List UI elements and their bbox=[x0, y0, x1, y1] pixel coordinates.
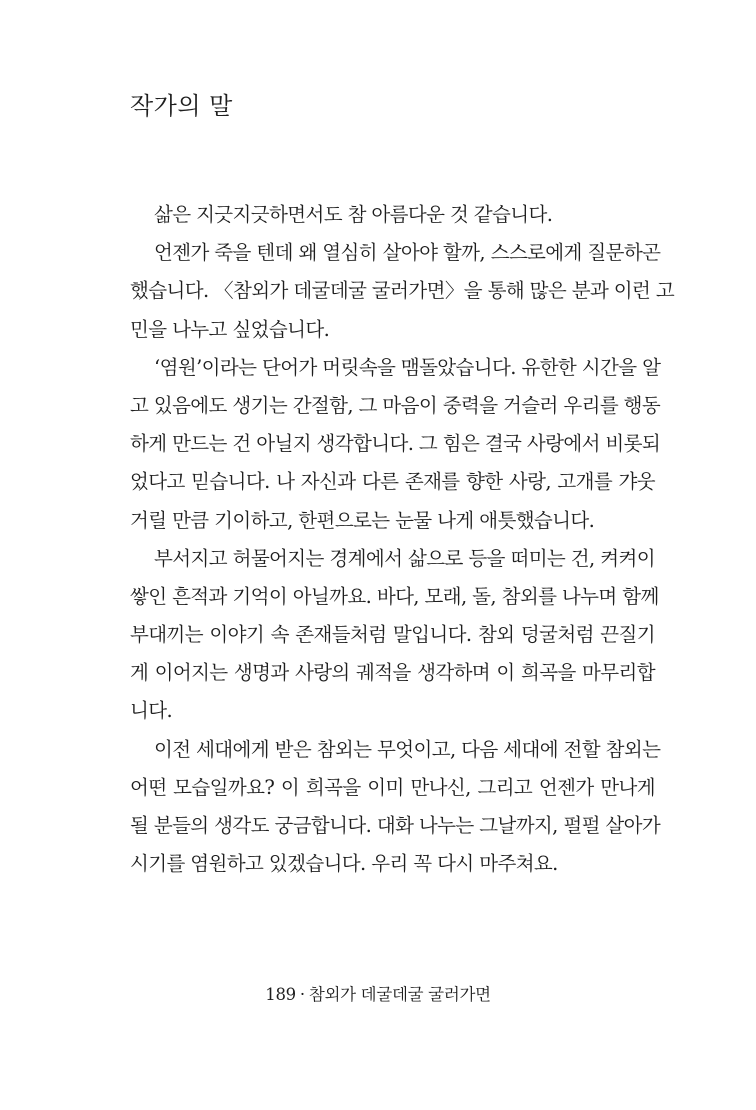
text-line: 었다고 믿습니다. 나 자신과 다른 존재를 향한 사랑, 고개를 갸웃 bbox=[130, 470, 655, 494]
running-title: 참외가 데굴데굴 굴러가면 bbox=[308, 985, 491, 1004]
text-line: 하게 만드는 건 아닐지 생각합니다. 그 힘은 결국 사랑에서 비롯되 bbox=[130, 432, 661, 456]
text-line: 시기를 염원하고 있겠습니다. 우리 꼭 다시 마주쳐요. bbox=[130, 852, 558, 876]
text-line: 게 이어지는 생명과 사랑의 궤적을 생각하며 이 희곡을 마무리합 bbox=[130, 661, 655, 685]
text-line: 쌓인 흔적과 기억이 아닐까요. 바다, 모래, 돌, 참외를 나누며 함께 bbox=[130, 584, 659, 608]
footer-separator: · bbox=[299, 985, 305, 1004]
text-line: ‘염원’이라는 단어가 머릿속을 맴돌았습니다. 유한한 시간을 알 bbox=[154, 355, 661, 379]
text-line: 부서지고 허물어지는 경계에서 삶으로 등을 떠미는 건, 켜켜이 bbox=[154, 546, 655, 570]
essay-body bbox=[130, 196, 675, 883]
text-line: 이전 세대에게 받은 참외는 무엇이고, 다음 세대에 전할 참외는 bbox=[154, 737, 661, 761]
text-line: 했습니다. 〈참외가 데굴데굴 굴러가면〉을 통해 많은 분과 이런 고 bbox=[130, 279, 675, 303]
text-line: 민을 나누고 싶었습니다. bbox=[130, 317, 330, 341]
text-line: 언젠가 죽을 텐데 왜 열심히 살아야 할까, 스스로에게 질문하곤 bbox=[154, 241, 661, 265]
text-line: 고 있음에도 생기는 간절함, 그 마음이 중력을 거슬러 우리를 행동 bbox=[130, 393, 661, 417]
text-line: 어떤 모습일까요? 이 희곡을 이미 만나신, 그리고 언젠가 만나게 bbox=[130, 775, 655, 799]
text-line: 될 분들의 생각도 궁금합니다. 대화 나누는 그날까지, 펄펄 살아가 bbox=[130, 814, 661, 837]
text-line: 삶은 지긋지긋하면서도 참 아름다운 것 같습니다. bbox=[154, 203, 553, 226]
page-title: 작가의 말 bbox=[130, 92, 233, 120]
text-line: 니다. bbox=[130, 699, 173, 723]
page-footer bbox=[0, 983, 756, 1007]
text-line: 거릴 만큼 기이하고, 한편으로는 눈물 나게 애틋했습니다. bbox=[130, 508, 595, 532]
text-line: 부대끼는 이야기 속 존재들처럼 말입니다. 참외 덩굴처럼 끈질기 bbox=[130, 623, 655, 647]
page-number: 189 bbox=[265, 985, 296, 1004]
